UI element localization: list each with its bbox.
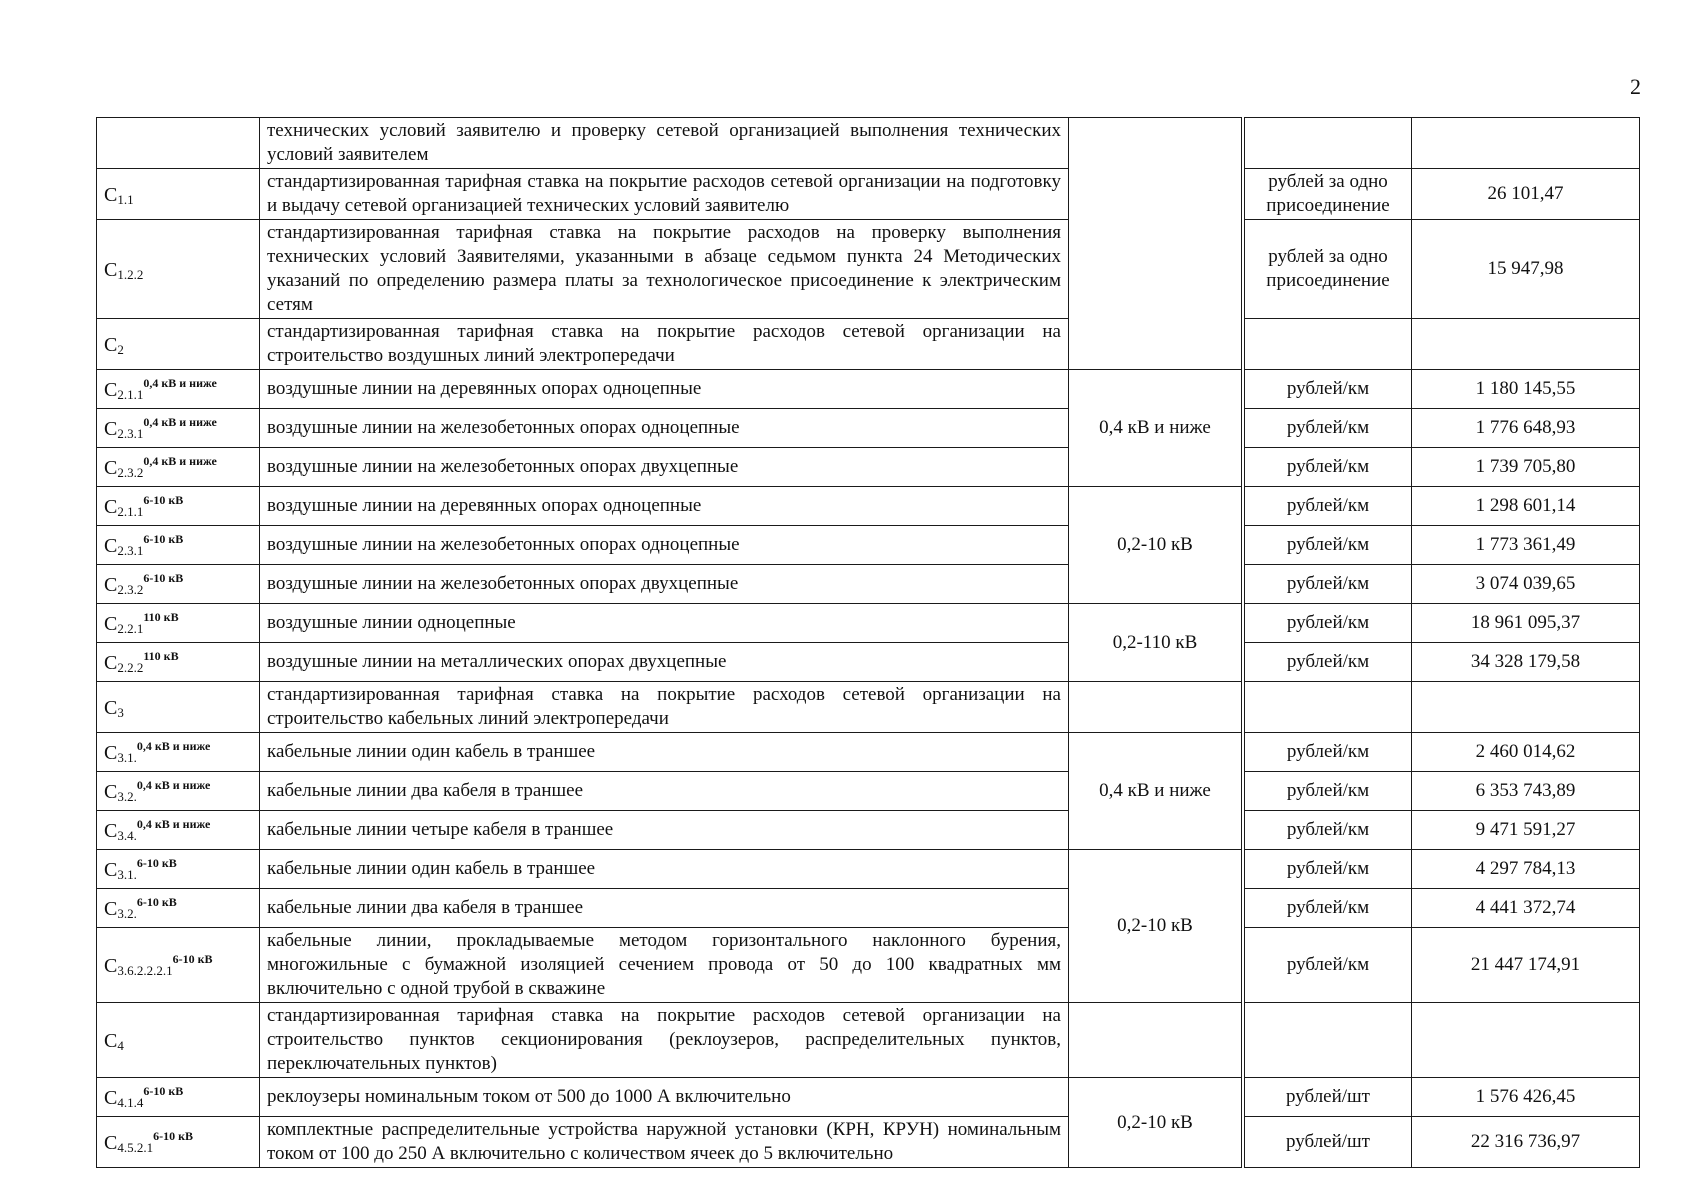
voltage-class-cell: 0,2-10 кВ: [1069, 1078, 1242, 1168]
rate-description: кабельные линии четыре кабеля в траншее: [260, 811, 1069, 850]
rate-code-voltage: 6-10 кВ: [136, 895, 177, 909]
voltage-class-cell: 0,2-10 кВ: [1069, 487, 1242, 604]
rate-code-voltage: 0,4 кВ и ниже: [143, 376, 217, 390]
unit-cell: рублей/км: [1245, 889, 1412, 928]
rate-value-cell: 21 447 174,91: [1412, 928, 1640, 1003]
rate-value-cell: 1 298 601,14: [1412, 487, 1640, 526]
rate-code: C: [104, 1030, 118, 1052]
rate-description: воздушные линии на железобетонных опорах двухцепные: [260, 448, 1069, 487]
rate-code-index: 3: [117, 705, 124, 720]
rate-description: воздушные линии на железобетонных опорах одноцепные: [260, 526, 1069, 565]
rate-code-index: 3.4.: [117, 828, 137, 843]
rate-code-index: 3.2.: [117, 789, 137, 804]
rate-code-index: 2.1.1: [117, 504, 144, 519]
rate-code-index: 2.3.1: [117, 543, 144, 558]
rate-code-cell: [97, 889, 260, 928]
rate-code-cell: [97, 772, 260, 811]
rate-description: стандартизированная тарифная ставка на покрытие расходов сетевой организации на подготовку и выдачу сетевой организацией технических условий заявителю: [260, 169, 1069, 220]
rate-value-cell: 1 576 426,45: [1412, 1078, 1640, 1117]
rate-code-index: 2.2.2: [117, 660, 144, 675]
rate-code-cell: [97, 448, 260, 487]
table-row: [97, 526, 1640, 565]
table-row: [97, 604, 1640, 643]
rate-code-cell: [97, 682, 260, 733]
rate-description: кабельные линии два кабеля в траншее: [260, 889, 1069, 928]
tariff-table-body: [97, 118, 1640, 1168]
unit-cell: рублей/км: [1245, 772, 1412, 811]
rate-code-cell: [97, 526, 260, 565]
rate-value-cell: [1412, 1003, 1640, 1078]
rate-value-cell: 22 316 736,97: [1412, 1117, 1640, 1168]
rate-code-index: 3.1.: [117, 867, 137, 882]
rate-value-cell: 2 460 014,62: [1412, 733, 1640, 772]
rate-code-index: 4.1.4: [117, 1095, 144, 1110]
rate-code-cell: [97, 220, 260, 319]
table-row: [97, 565, 1640, 604]
rate-code-voltage: 6-10 кВ: [136, 856, 177, 870]
table-row: [97, 772, 1640, 811]
rate-value-cell: [1412, 682, 1640, 733]
rate-code-index: 2.3.1: [117, 426, 144, 441]
rate-code-voltage: 0,4 кВ и ниже: [143, 415, 217, 429]
rate-code-voltage: 6-10 кВ: [143, 1084, 184, 1098]
rate-code: C: [104, 457, 118, 479]
unit-cell: рублей/км: [1245, 811, 1412, 850]
rate-code-index: 2.3.2: [117, 465, 144, 480]
rate-code: C: [104, 742, 118, 764]
rate-value-cell: [1412, 319, 1640, 370]
rate-value-cell: 1 739 705,80: [1412, 448, 1640, 487]
rate-code-index: 4: [117, 1038, 124, 1053]
unit-cell: рублей/км: [1245, 487, 1412, 526]
rate-code-cell: [97, 1078, 260, 1117]
voltage-class-cell: 0,2-10 кВ: [1069, 850, 1242, 1003]
rate-code-cell: [97, 118, 260, 169]
voltage-class-cell: [1069, 1003, 1242, 1078]
unit-cell: рублей/км: [1245, 604, 1412, 643]
table-row: [97, 850, 1640, 889]
rate-code-cell: [97, 319, 260, 370]
table-row: [97, 733, 1640, 772]
rate-code: C: [104, 859, 118, 881]
rate-code-voltage: 110 кВ: [143, 649, 179, 663]
rate-code: C: [104, 334, 118, 356]
unit-cell: [1245, 1003, 1412, 1078]
table-row: [97, 319, 1640, 370]
rate-value-cell: 34 328 179,58: [1412, 643, 1640, 682]
voltage-class-cell: 0,4 кВ и ниже: [1069, 370, 1242, 487]
rate-code-voltage: 6-10 кВ: [143, 571, 184, 585]
table-row: [97, 370, 1640, 409]
table-row: [97, 682, 1640, 733]
rate-code: C: [104, 535, 118, 557]
rate-code-index: 2.1.1: [117, 387, 144, 402]
rate-code: C: [104, 820, 118, 842]
rate-code-index: 2.2.1: [117, 621, 144, 636]
table-row: [97, 1078, 1640, 1117]
rate-description: стандартизированная тарифная ставка на покрытие расходов сетевой организации на строительство воздушных линий электропередачи: [260, 319, 1069, 370]
unit-cell: рублей/км: [1245, 565, 1412, 604]
table-row: [97, 643, 1640, 682]
rate-code-voltage: 6-10 кВ: [153, 1129, 194, 1143]
voltage-class-cell: [1069, 118, 1242, 370]
rate-value-cell: 26 101,47: [1412, 169, 1640, 220]
rate-code-index: 3.6.2.2.2.1: [117, 963, 173, 978]
rate-code-voltage: 0,4 кВ и ниже: [136, 817, 211, 831]
unit-cell: рублей/км: [1245, 643, 1412, 682]
rate-code: C: [104, 496, 118, 518]
rate-code: C: [104, 613, 118, 635]
rate-code-cell: [97, 1003, 260, 1078]
rate-code-index: 3.2.: [117, 906, 137, 921]
unit-cell: [1245, 319, 1412, 370]
table-row: [97, 169, 1640, 220]
rate-value-cell: 18 961 095,37: [1412, 604, 1640, 643]
rate-code-cell: [97, 811, 260, 850]
table-row: [97, 1117, 1640, 1168]
rate-code-cell: [97, 370, 260, 409]
unit-cell: рублей/км: [1245, 733, 1412, 772]
voltage-class-cell: 0,4 кВ и ниже: [1069, 733, 1242, 850]
rate-code: C: [104, 781, 118, 803]
voltage-class-cell: [1069, 682, 1242, 733]
rate-value-cell: 9 471 591,27: [1412, 811, 1640, 850]
table-row: [97, 448, 1640, 487]
rate-code: C: [104, 898, 118, 920]
rate-code-voltage: 110 кВ: [143, 610, 179, 624]
rate-description: кабельные линии, прокладываемые методом горизонтального наклонного бурения, многожильные с бумажной изоляцией сечением провода от 50 до 100 квадратных мм включительно с одной трубой в скважине: [260, 928, 1069, 1003]
rate-code-cell: [97, 850, 260, 889]
rate-description: воздушные линии на деревянных опорах одноцепные: [260, 487, 1069, 526]
tariff-table: [96, 117, 1640, 1168]
rate-description: воздушные линии на железобетонных опорах двухцепные: [260, 565, 1069, 604]
unit-cell: рублей/шт: [1245, 1078, 1412, 1117]
rate-code-cell: [97, 643, 260, 682]
rate-code: C: [104, 697, 118, 719]
rate-code-index: 2: [117, 342, 124, 357]
rate-description: кабельные линии один кабель в траншее: [260, 850, 1069, 889]
rate-value-cell: 4 297 784,13: [1412, 850, 1640, 889]
unit-cell: рублей/шт: [1245, 1117, 1412, 1168]
rate-description: воздушные линии на металлических опорах двухцепные: [260, 643, 1069, 682]
rate-code: C: [104, 379, 118, 401]
table-row: [97, 118, 1640, 169]
rate-code-index: 2.3.2: [117, 582, 144, 597]
rate-description: комплектные распределительные устройства наружной установки (КРН, КРУН) номинальным током от 100 до 250 А включительно с количеством ячеек до 5 включительно: [260, 1117, 1069, 1168]
rate-code: C: [104, 1132, 118, 1154]
rate-code-cell: [97, 409, 260, 448]
unit-cell: рублей/км: [1245, 928, 1412, 1003]
table-row: [97, 220, 1640, 319]
rate-value-cell: 1 773 361,49: [1412, 526, 1640, 565]
rate-code-voltage: 0,4 кВ и ниже: [136, 739, 211, 753]
rate-description: технических условий заявителю и проверку сетевой организацией выполнения технических условий заявителем: [260, 118, 1069, 169]
table-row: [97, 811, 1640, 850]
rate-value-cell: 4 441 372,74: [1412, 889, 1640, 928]
rate-code-cell: [97, 565, 260, 604]
table-row: [97, 889, 1640, 928]
rate-value-cell: 6 353 743,89: [1412, 772, 1640, 811]
unit-cell: рублей за одно присоединение: [1245, 169, 1412, 220]
unit-cell: [1245, 682, 1412, 733]
rate-description: стандартизированная тарифная ставка на покрытие расходов сетевой организации на строительство кабельных линий электропередачи: [260, 682, 1069, 733]
rate-value-cell: 1 776 648,93: [1412, 409, 1640, 448]
unit-cell: рублей/км: [1245, 850, 1412, 889]
rate-code-cell: [97, 1117, 260, 1168]
rate-description: кабельные линии два кабеля в траншее: [260, 772, 1069, 811]
rate-value-cell: 15 947,98: [1412, 220, 1640, 319]
table-row: [97, 409, 1640, 448]
table-row: [97, 928, 1640, 1003]
page-number: 2: [1630, 74, 1641, 99]
rate-code-cell: [97, 928, 260, 1003]
rate-code: C: [104, 418, 118, 440]
rate-description: стандартизированная тарифная ставка на покрытие расходов сетевой организации на строительство пунктов секционирования (реклоузеров, распределительных пунктов, переключательных пунктов): [260, 1003, 1069, 1078]
rate-description: воздушные линии на деревянных опорах одноцепные: [260, 370, 1069, 409]
unit-cell: [1245, 118, 1412, 169]
rate-code: C: [104, 574, 118, 596]
rate-value-cell: 1 180 145,55: [1412, 370, 1640, 409]
rate-code-cell: [97, 604, 260, 643]
rate-code-cell: [97, 733, 260, 772]
unit-cell: рублей за одно присоединение: [1245, 220, 1412, 319]
rate-code-cell: [97, 169, 260, 220]
rate-code-index: 1.2.2: [117, 267, 144, 282]
rate-code-index: 3.1.: [117, 750, 137, 765]
voltage-class-cell: 0,2-110 кВ: [1069, 604, 1242, 682]
rate-description: кабельные линии один кабель в траншее: [260, 733, 1069, 772]
unit-cell: рублей/км: [1245, 409, 1412, 448]
rate-code-voltage: 6-10 кВ: [172, 952, 213, 966]
unit-cell: рублей/км: [1245, 448, 1412, 487]
rate-code: C: [104, 955, 118, 977]
rate-value-cell: [1412, 118, 1640, 169]
rate-code-cell: [97, 487, 260, 526]
rate-code: C: [104, 184, 118, 206]
rate-code: C: [104, 1087, 118, 1109]
table-row: [97, 487, 1640, 526]
table-row: [97, 1003, 1640, 1078]
rate-description: воздушные линии одноцепные: [260, 604, 1069, 643]
rate-code-voltage: 0,4 кВ и ниже: [143, 454, 217, 468]
rate-description: реклоузеры номинальным током от 500 до 1000 А включительно: [260, 1078, 1069, 1117]
unit-cell: рублей/км: [1245, 370, 1412, 409]
rate-value-cell: 3 074 039,65: [1412, 565, 1640, 604]
rate-code-index: 4.5.2.1: [117, 1140, 154, 1155]
rate-description: стандартизированная тарифная ставка на покрытие расходов на проверку выполнения технических условий Заявителями, указанными в абзаце седьмом пункта 24 Методических указаний по определению размера платы за технологическое присоединение к электрическим сетям: [260, 220, 1069, 319]
unit-cell: рублей/км: [1245, 526, 1412, 565]
rate-code-voltage: 0,4 кВ и ниже: [136, 778, 211, 792]
rate-code-voltage: 6-10 кВ: [143, 493, 184, 507]
rate-code: C: [104, 259, 118, 281]
rate-code-voltage: 6-10 кВ: [143, 532, 184, 546]
rate-code: C: [104, 652, 118, 674]
rate-description: воздушные линии на железобетонных опорах одноцепные: [260, 409, 1069, 448]
rate-code-index: 1.1: [117, 192, 134, 207]
